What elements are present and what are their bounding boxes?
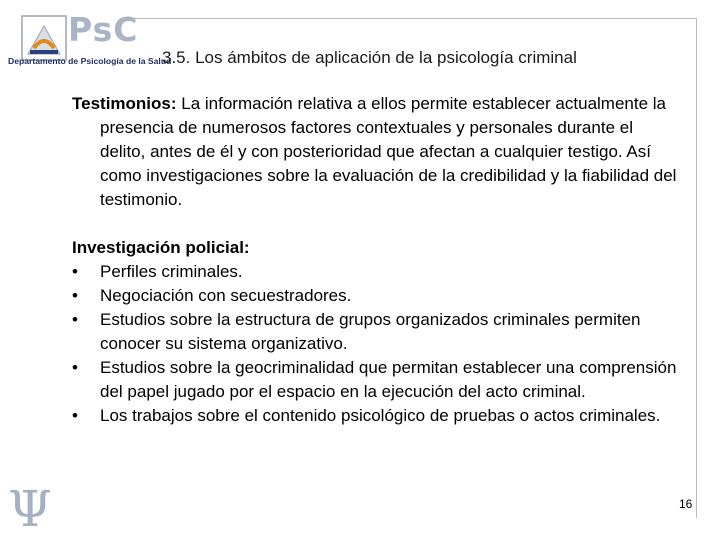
bullet: • <box>72 262 78 281</box>
list-item-text: Perfiles criminales. <box>100 262 243 281</box>
bullet: • <box>72 406 78 425</box>
list-item <box>72 260 682 284</box>
testimonios-label: Testimonios: <box>72 94 177 113</box>
list-item-text: Estudios sobre la geocriminalidad que permitan establecer una comprensión del papel jugado por el espacio en la ejecución del acto criminal. <box>100 358 677 401</box>
frame-top-line <box>130 18 697 19</box>
testimonios-paragraph <box>72 92 682 212</box>
frame-right-line <box>696 18 697 518</box>
list-item <box>72 284 682 308</box>
list-item-text: Los trabajos sobre el contenido psicológico de pruebas o actos criminales. <box>100 406 661 425</box>
bullet: • <box>72 358 78 377</box>
list-item <box>72 356 682 404</box>
list-item <box>72 308 682 356</box>
list-item-text: Estudios sobre la estructura de grupos organizados criminales permiten conocer su sistema organizativo. <box>100 310 641 353</box>
list-item <box>72 404 682 428</box>
logo-emblem-icon <box>20 14 68 62</box>
bullet: • <box>72 286 78 305</box>
slide-content <box>72 92 682 428</box>
logo-department-name: Departamento de Psicología de la Salud <box>8 56 172 66</box>
investigacion-heading: Investigación policial: <box>72 238 250 257</box>
psi-logo-icon: Ψ <box>8 480 52 538</box>
bullet: • <box>72 310 78 329</box>
testimonios-text: La información relativa a ellos permite establecer actualmente la presencia de numerosos factores contextuales y personales durante el delito, antes de él y con posterioridad que afectan a cualquier testigo. Así como investigaciones sobre la evaluación de la credibilidad y la fiabilidad del testimonio. <box>100 94 677 209</box>
list-item-text: Negociación con secuestradores. <box>100 286 352 305</box>
slide-title: 3.5. Los ámbitos de aplicación de la psicología criminal <box>162 48 577 67</box>
logo-text: PsC <box>68 10 139 49</box>
page-number: 16 <box>679 497 693 511</box>
department-logo <box>8 10 172 70</box>
investigacion-list <box>72 260 682 428</box>
